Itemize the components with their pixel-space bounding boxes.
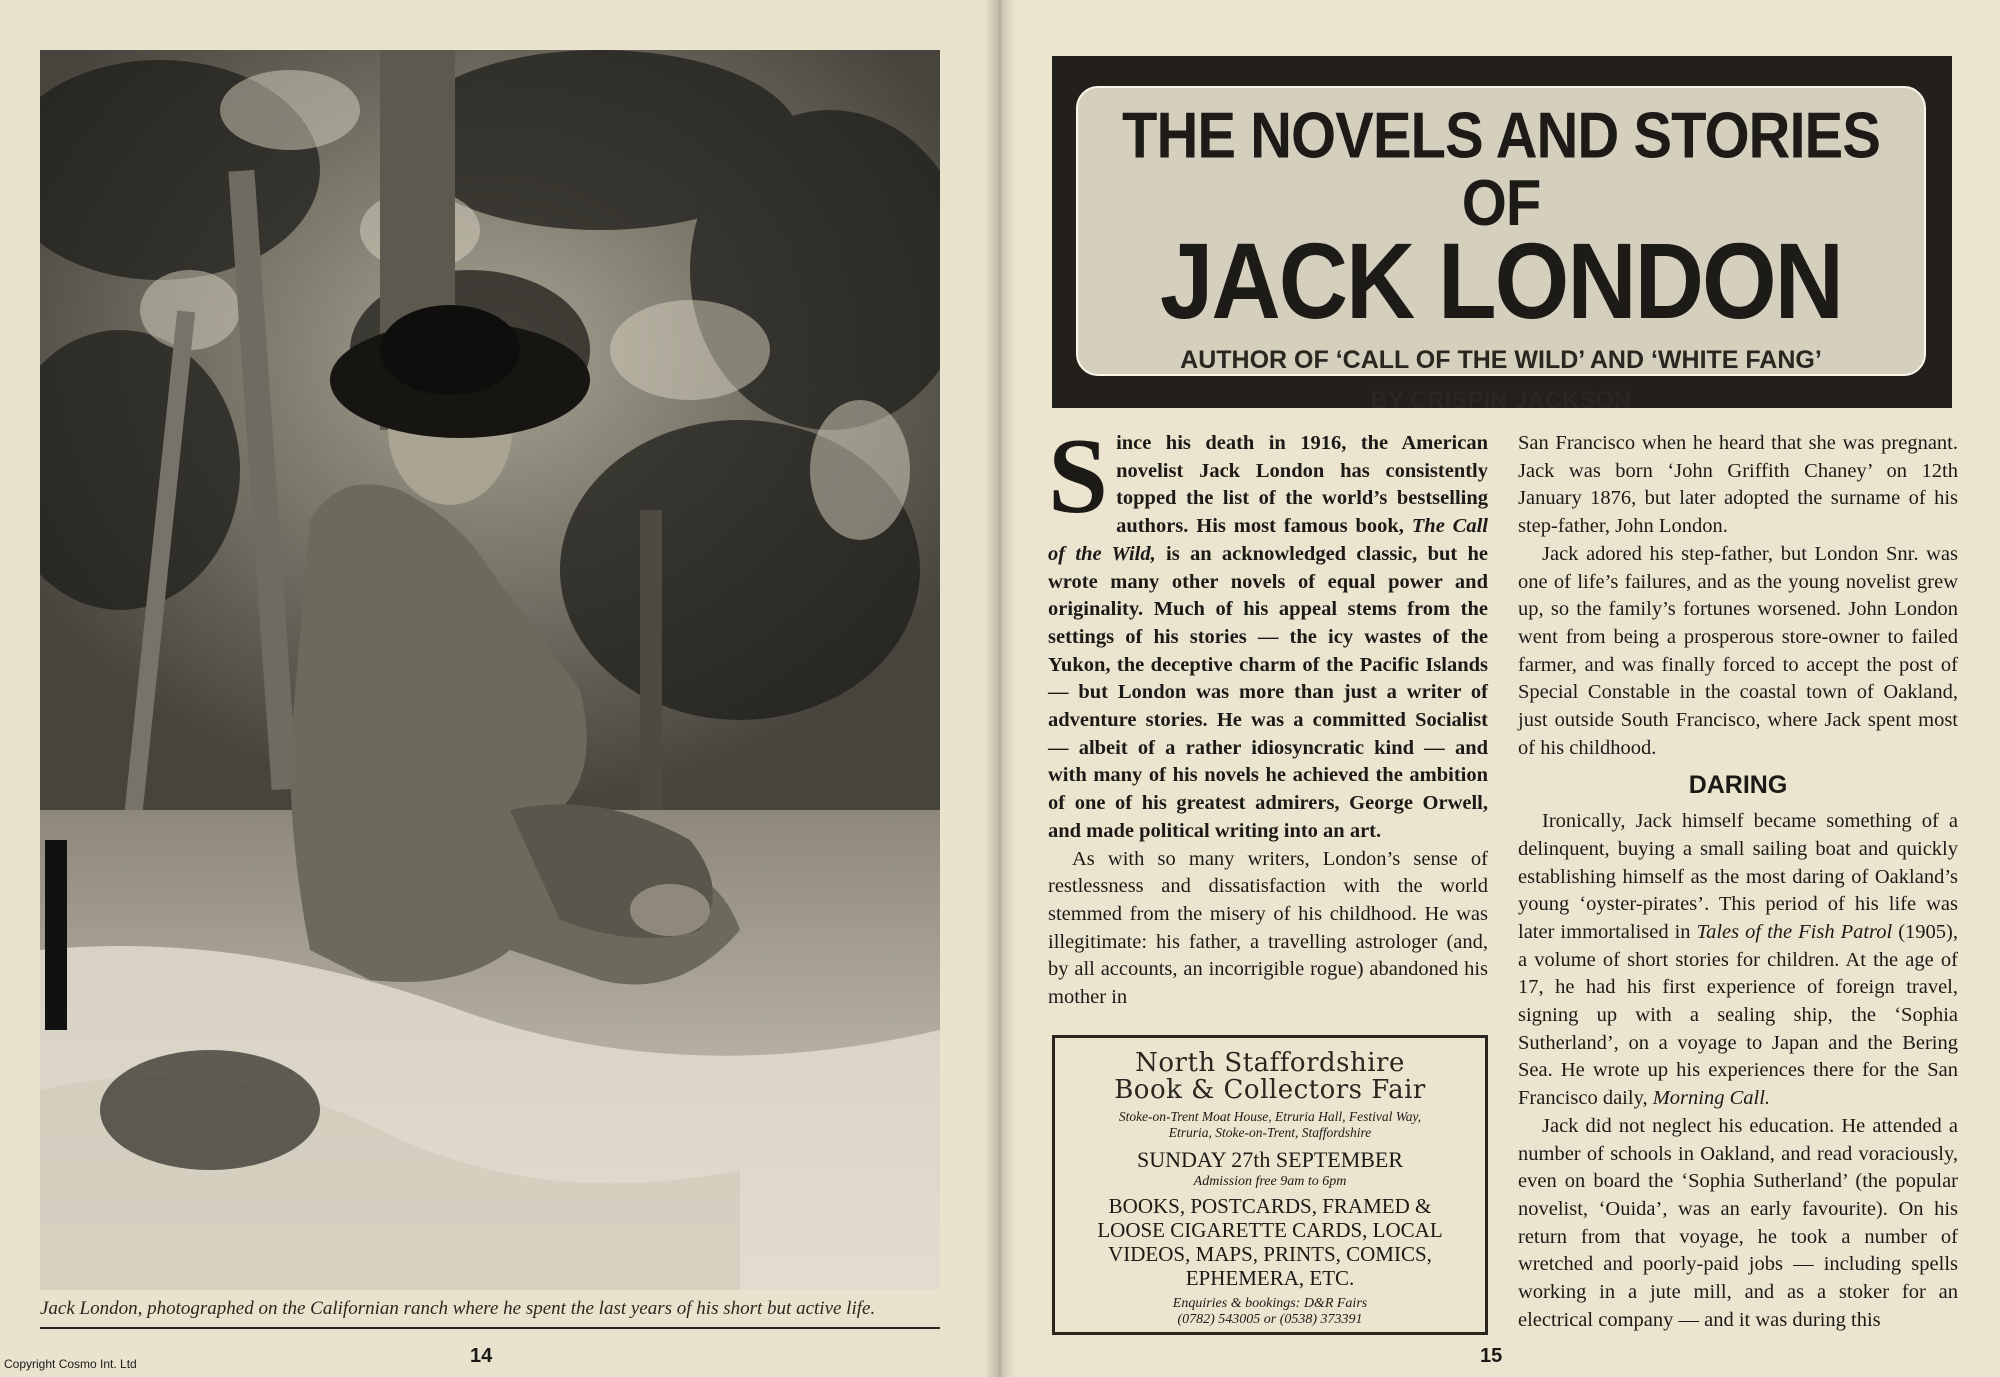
ad-title-line-2: Book & Collectors Fair — [1114, 1075, 1426, 1105]
book-fair-advert — [1052, 1035, 1488, 1335]
ad-items-line-1: BOOKS, POSTCARDS, FRAMED & — [1108, 1194, 1432, 1218]
lead-text-a: ince his death in 1916, the American novelist Jack London has consistently topped the list of the world’s bestselling authors. His most famous book, — [1116, 432, 1488, 538]
ad-date: SUNDAY 27th SEPTEMBER — [1136, 1147, 1404, 1172]
lead-paragraph — [1048, 417, 1488, 846]
photo-illustration — [40, 50, 940, 1290]
ad-enquiries-line-1: Enquiries & bookings: D&R Fairs — [1172, 1296, 1368, 1311]
article-column-2 — [1518, 430, 1958, 1335]
lead-text-b: is an acknowledged classic, but he wrote many other novels of equal power and originality. Much of his appeal stems from the settings of his stories — the icy wastes of the Yukon, the deceptive charm of the Pacific Islands — but London was more than just a writer of adventure stories. He was a committed Socialist — albeit of a rather idiosyncratic kind — and with many of his novels he achieved the ambition of one of his greatest admirers, George Orwell, and made political writing into an art. — [1048, 542, 1488, 842]
copyright-notice: Copyright Cosmo Int. Ltd — [4, 1357, 137, 1371]
ad-items-line-2: LOOSE CIGARETTE CARDS, LOCAL — [1097, 1218, 1443, 1242]
ad-enquiries-line-2: (0782) 543005 or (0538) 373391 — [1177, 1312, 1363, 1327]
title-line-2: JACK LONDON — [1159, 221, 1842, 342]
col2-p3-newspaper: Morning Call. — [1652, 1087, 1771, 1110]
col2-paragraph-4: Jack did not neglect his education. He attended a number of schools in Oakland, and read voraciously, even on board the ‘Sophia Sutherland’ (the popular novelist, ‘Ouida’, was an early favourite). On his return from that voyage, he took a number of wretched and poorly-paid jobs — including spells working in a jute mill, and as a stoker for an electrical company — and it was during this — [1518, 1114, 1958, 1331]
jack-london-photo — [40, 50, 940, 1290]
ad-venue-line-2: Etruria, Stoke-on-Trent, Staffordshire — [1168, 1125, 1372, 1140]
col2-p3-book-title: Tales of the Fish Patrol — [1696, 920, 1893, 943]
caption-rule — [40, 1327, 940, 1329]
ad-items-line-3: VIDEOS, MAPS, PRINTS, COMICS, — [1108, 1242, 1432, 1266]
article-title-box — [1052, 56, 1952, 414]
paragraph-2: As with so many writers, London’s sense of restlessness and dissatisfaction with the world stemmed from the misery of his childhood. He was illegitimate: his father, a travelling astrologer (and, by all accounts, an incorrigible rogue) abandoned his mother in — [1048, 847, 1488, 1009]
ad-venue-line-1: Stoke-on-Trent Moat House, Etruria Hall, Festival Way, — [1118, 1109, 1422, 1124]
col2-paragraph-3 — [1518, 808, 1958, 1113]
article-column-1 — [1048, 417, 1488, 1012]
title-panel — [1076, 86, 1926, 414]
section-heading-daring: DARING — [1688, 771, 1788, 800]
col2-paragraph-2: Jack adored his step-father, but London Snr. was one of life’s failures, and as the young novelist grew up, so the family’s fortunes worsened. John London went from being a prosperous store-owner to failed farmer, and was finally forced to accept the post of Special Constable in the coastal town of Oakland, just outside South Francisco, where Jack spent most of his childhood. — [1518, 542, 1958, 759]
page-gutter — [985, 0, 1015, 1377]
col2-p3-text-b: (1905), a volume of short stories for children. At the age of 17, he had his first experience of foreign travel, signing up with a sealing ship, the ‘Sophia Sutherland’, on a voyage to Japan and the Bering Sea. He wrote up his experiences there for the San Francisco daily, — [1518, 920, 1958, 1110]
col2-p3-text-a: Ironically, Jack himself became something of a delinquent, buying a small sailing boat and quickly establishing himself as the most daring of Oakland’s young ‘oyster-pirates’. This period of his life was later immortalised in — [1518, 810, 1958, 943]
article-subtitle: AUTHOR OF ‘CALL OF THE WILD’ AND ‘WHITE FANG’ — [1180, 346, 1822, 374]
photo-caption: Jack London, photographed on the Californian ranch where he spent the last years of his short but active life. — [40, 1298, 876, 1319]
page-number-right: 15 — [1480, 1345, 1503, 1367]
lead-book-title: The Call of the Wild, — [1048, 515, 1488, 565]
ad-items-line-4: EPHEMERA, ETC. — [1185, 1266, 1355, 1290]
article-byline: BY CRISPIN JACKSON — [1370, 387, 1632, 414]
left-page — [0, 0, 995, 1377]
ad-admission: Admission free 9am to 6pm — [1193, 1174, 1347, 1189]
col2-paragraph-1: San Francisco when he heard that she was pregnant. Jack was born ‘John Griffith Chaney’ on 12th January 1876, but later adopted the surname of his step-father, John London. — [1518, 432, 1958, 538]
drop-cap: S — [1048, 417, 1109, 536]
ad-title-line-1: North Staffordshire — [1135, 1048, 1405, 1078]
page-number-left: 14 — [470, 1345, 493, 1367]
title-line-1: THE NOVELS AND STORIES OF — [1122, 99, 1880, 240]
